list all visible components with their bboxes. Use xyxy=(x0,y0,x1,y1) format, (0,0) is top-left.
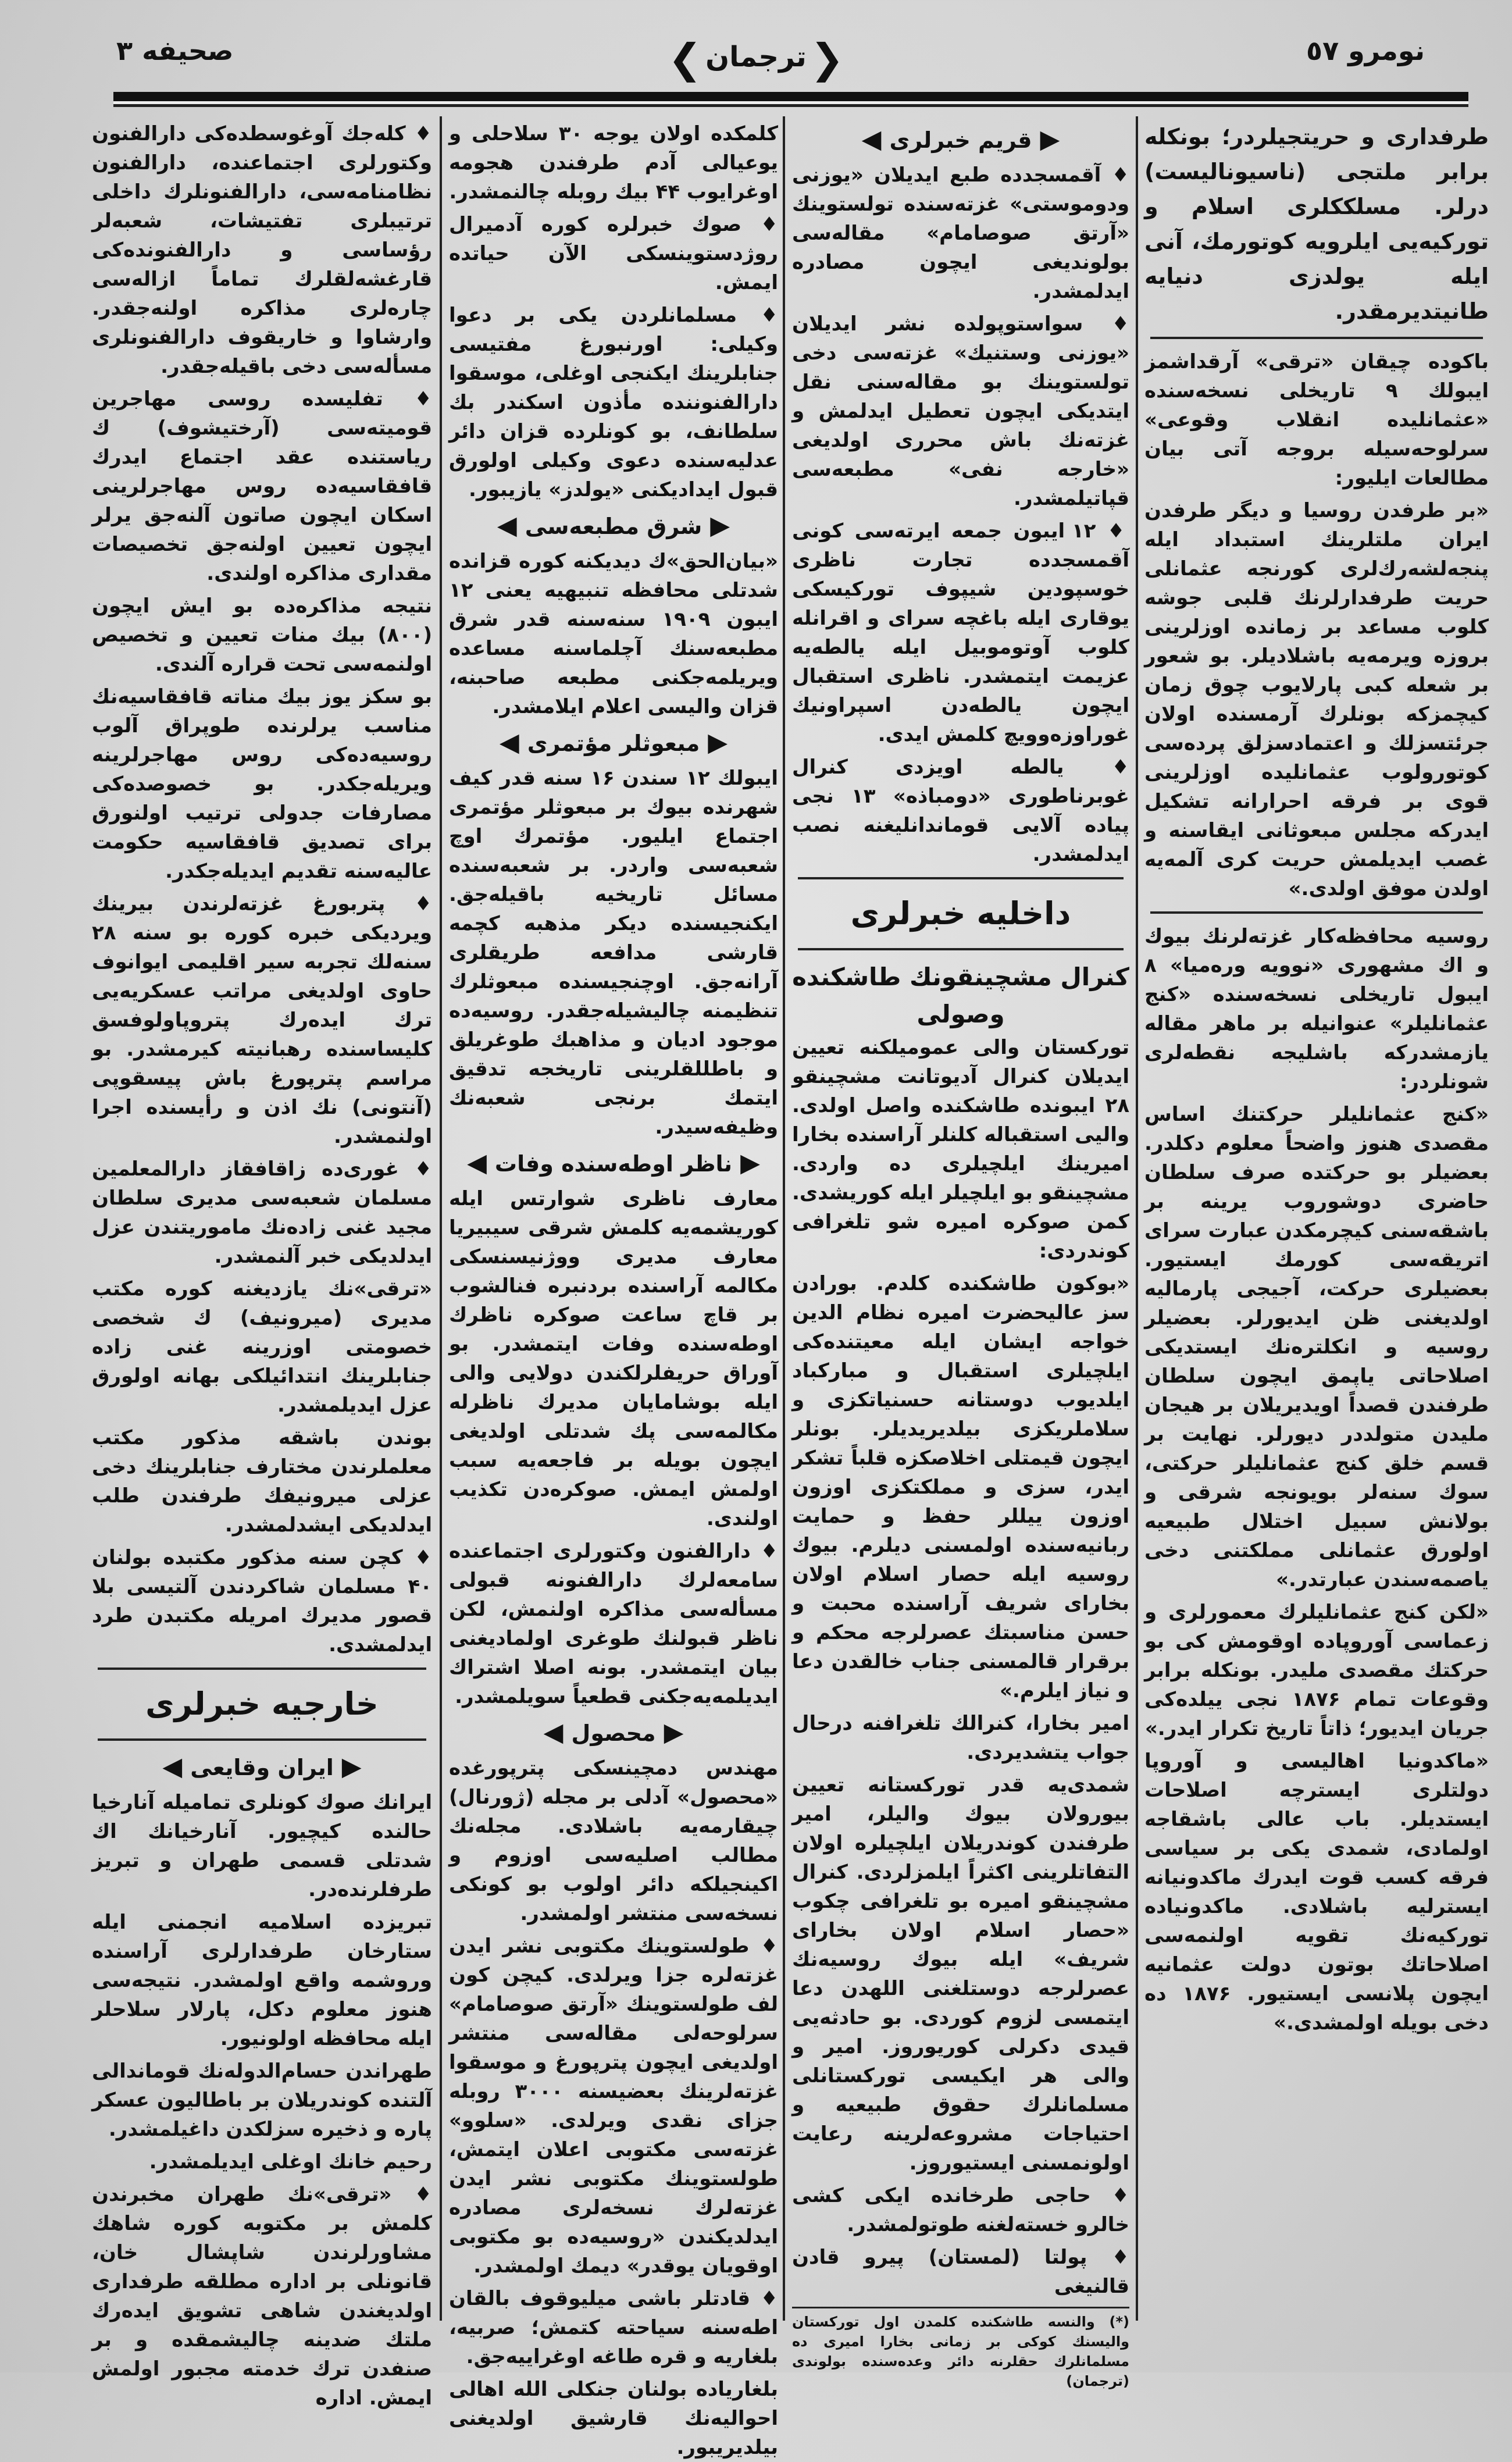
ornament-icon: ◀ xyxy=(861,124,882,154)
column-4 xyxy=(92,119,432,2410)
section-subheading xyxy=(449,508,778,544)
ornament-icon: ▶ xyxy=(664,1718,684,1747)
article-paragraph: ♦ یالطه اویزدی کنرال غوبرناطوری «دومباذه» ۱۳ نجی پیاده آلایی قوماندانلیغنه نصب ایدلمشدر. xyxy=(792,756,1129,866)
column-3 xyxy=(449,119,779,2459)
ornament-icon: ◀ xyxy=(162,1752,183,1782)
article-paragraph: «کنج عثمانلیلر حرکتنك اساس مقصدی هنوز واضحاً معلوم دکلدر. بعضیلر بو حرکتده صرف سلطان حاضری دوشوروب یرینه بر باشقه‌سنی کیچرمکدن عبارت سرای اتریقه‌سی کورمك ایستیور. بعضیلری حرکت، آجیجی پارمالیه اولدیغنی ظن ایدیورلر. بعضیلر روسیه و انکلتره‌نك ایستدیکی اصلاحاتی یاپمق ایچون سلطان طرفندن قصداً اویدیریلان بر هیجان ملیدن متولددر دیورلر. نهایت بر قسم خلق کنج عثمانلیلر حرکتی، سوك سنه‌لر بویونجه شرقی و بولانش سبیل اختلال طبیعیه اولورق عثمانلی مملکتنی دخی یاصمه‌سندن عبارتدر.» xyxy=(1144,1103,1489,1591)
subheading-text: محصول xyxy=(571,1720,656,1746)
ornament-icon: ◀ xyxy=(497,511,517,540)
section-subheading xyxy=(449,725,778,761)
ornament-icon: ◀ xyxy=(499,728,519,757)
ornament-icon: ▶ xyxy=(708,728,728,757)
article-paragraph: ایبولك ۱۲ سندن ۱۶ سنه قدر کیف شهرنده بیوك بر مبعوثلر مؤتمری اجتماع ایلیور. مؤتمرك اوچ شعبه‌سی واردر. بر شعبه‌سنده مسائل تاریخیه باقیله‌جق. ایکنجیسنده دیکر مذهبه کچمه قارشی مدافعه طریقلری آرانه‌جق. اوچنجیسنده مبعوثلرك تنظیمنه چالیشیله‌جقدر. روسیه‌ده موجود ادیان و مذاهبك طوغریلق و باطللقلرینی تاریخجه تدقیق ایتمك برنجی شعبه‌نك وظیفه‌سیدر. xyxy=(449,767,778,1139)
article-paragraph: ♦ آقمسجدده طبع ایدیلان «یوزنی ودوموستی» غزته‌سنده تولستوینك «آرتق صوصامام» مقاله‌سی بولوندیغی ایچون مصادره ایدلمشدر. xyxy=(792,163,1129,303)
article-paragraph: کلمکده اولان یوجه ۳۰ سلاحلی و یوعیالی آدم طرفندن هجومه اوغرایوب ۴۴ بیك روبله چالنمشدر. xyxy=(449,122,778,204)
article-paragraph: معارف ناظری شوارتس ایله کوریشمه‌یه کلمش شرقی سیبیریا معارف مدیری ووژنیسنسکی مکالمه آراسنده بردنبره فنالشوب بر قاچ ساعت صوکره ناظرك اوطه‌سنده وفات ایتمشدر. بو آوراق حریفلرلکندن دولایی والی ایله بوشامایان مدیرك ناظرله مکالمه‌سی پك شدتلی اولدیغی ایچون بویله بر فاجعه‌یه سبب اولمش ایمش. صوکره‌دن تکذیب اولندی. xyxy=(449,1187,778,1530)
article-paragraph: شمدی‌یه قدر تورکستانه تعیین بیورولان بیوك والیلر، امیر طرفندن کوندریلان ایلچیلره اولان التفاتلرینی اکثراً ایلمزلردی. کنرال مشچینقو امیره بو تلغرافی چکوب «حصار اسلام اولان بخارای شریف» ایله بیوك روسیه‌نك عصرلرجه دوستلغنی اللهدن دعا ایتمسی لزوم کوردی. بو حادثه‌یی قیدی دکرلی کوریوروز. امیر و والی هر ایکیسی تورکستانلی مسلمانلرك حقوق طبیعیه و احتیاجات مشروعه‌لرینه رعایت اولونمسنی ایستیوروز. xyxy=(792,1773,1129,2175)
article-paragraph: ♦ صوك خبرلره کوره آدمیرال روژدستوینسکی الآن حیاتده ایمش. xyxy=(449,213,778,294)
ornament-icon: ❮ xyxy=(668,35,702,83)
ornament-icon: ❯ xyxy=(810,35,844,83)
article-paragraph: نتیجه مذاکره‌ده بو ایش ایچون (۸۰۰) بیك منات تعیین و تخصیص اولنمه‌سی تحت قراره آلندی. xyxy=(92,594,432,676)
column-divider xyxy=(1136,116,1138,2321)
article-paragraph: «بوکون طاشکنده کلدم. بورادن سز عالیحضرت امیره نظام الدین خواجه ایشان ایله معیتنده‌کی ایلچیلری استقبال و مبارکباد ایلدیوب دوستانه حسنیاتکزی و سلاملریکزی بیلدیریدیلر. بونلر ایچون قیمتلی اخلاصکزه قلباً تشکر ایدر، سزی و مملکتکزی اوزون اوزون ییللر حفظ و حمایت ربانیه‌سنده اولمسنی دیلرم. بیوك روسیه ایله حصار اسلام اولان بخارای شریف آراسنده محبت و حسن مناسبتك عصرلرجه محکم و برقرار قالمسنی جناب خالقدن دعا و نیاز ایلرم.» xyxy=(792,1272,1129,1702)
article-paragraph: «لکن کنج عثمانلیلرك معمورلری و زعماسی آوروپاده اوقومش کی بو حرکتك مقصدی ملیدر. بونکله برابر وقوعات تمام ۱۸۷۶ نجی ییلده‌کی جریان ایدیور؛ ذاتاً تاریخ تکرار ایدر.» xyxy=(1144,1601,1489,1740)
article-paragraph: ♦ پتربورغ غزته‌لرندن بیرینك ویردیکی خبره کوره بو سنه ۲۸ سنه‌لك تجربه سیر اقلیمی ایوانوف حاوی اولدیغی مراتب عسکریه‌یی ترك ایده‌رك پتروپاولوفسق کلیساسنده رهبانیته کیرمشدر. بو مراسم پترپورغ باش پیسقوپی (آنتونی) نك اذن و رأیسنده اجرا اولنمشدر. xyxy=(92,892,432,1148)
section-heading: خارجیه خبرلری xyxy=(145,1686,379,1722)
article-paragraph: ♦ پولتا (لمستان) پیرو قادن قالنیغی xyxy=(792,2246,1129,2298)
section-subheading xyxy=(92,1749,432,1786)
section-subheading xyxy=(792,122,1129,158)
article-paragraph: «بر طرفدن روسیا و دیگر طرفدن ایران ملتلرینك استبداد ایله پنجه‌لشه‌رك‌لری کورنجه عثمانلی حریت طرفدارلرنك قلبی جوشه کلوب مساعد بر زمانده اوزلرینی بروزه ویرمه‌یه باشلادیلر. بو شعور بر شعله کبی پارلایوب چوق زمان کیچمزکه بونلرك آرمسنده اولان جرئتسزلك و اعتمادسزلق پرده‌سی کوتورولوب عثمانلیده اوزلرینی قوی بر فرقه احرارانه تشکیل ایدرکه مجلس مبعوثانی ایقاسنه و غصب ایدیلمش حریت کری آلمه‌یه اولدن موفق اولدی.» xyxy=(1144,499,1489,900)
subheading-text: ناظر اوطه‌سنده وفات xyxy=(494,1151,733,1177)
column-divider xyxy=(783,116,785,2321)
ornament-icon: ▶ xyxy=(341,1752,362,1782)
section-rule xyxy=(798,877,1124,879)
ornament-icon: ▶ xyxy=(1040,124,1060,154)
article-paragraph: رحیم خانك اوغلی ایدیلمشدر. xyxy=(149,2150,432,2174)
article-paragraph: ♦ قادتلر باشی میلیوقوف بالقان اطه‌سنه سیاحته کتمش؛ صربیه، بلغاریه و قره طاغه اوغراییه‌جق. xyxy=(449,2287,778,2368)
article-paragraph: ♦ کچن سنه مذکور مکتبده بولنان ۴۰ مسلمان شاکردندن آلتیسی بلا قصور مدیرك امریله مکتبدن طرد ایدلمشدی. xyxy=(92,1546,432,1656)
section-rule xyxy=(798,948,1124,950)
article-paragraph: روسیه محافظه‌کار غزته‌لرنك بیوك و اك مشهوری «نوویه وره‌میا» ۸ ایبول تاریخلی نسخه‌سنده «کنج عثمانلیلر» عنوانیله بر ماهر مقاله یازمشدرکه باشلیجه نقطه‌لری شونلردر: xyxy=(1144,925,1489,1093)
article-paragraph: بوندن باشقه مذکور مکتب معلملرندن مختارف جنابلرینك دخی عزلی میرونیفك طرفندن طلب ایدلدیکی ایشدلمشدر. xyxy=(92,1426,432,1537)
article-paragraph: طرفداری و حریتجیلردر؛ بونکله برابر ملتجی (ناسیونالیست) درلر. مسلککلری اسلام و تورکیه‌یی ایلرویه کوتورمك، آنی ایله یولدزی دنیایه طانیتدیرمقدر. xyxy=(1144,124,1489,324)
section-subheading xyxy=(449,1145,778,1182)
article-paragraph: امیر بخارا، کنرالك تلغرافنه درحال جواب یتشدیردی. xyxy=(792,1712,1129,1764)
article-paragraph: ♦ دارالفنون وکتورلری اجتماعنده سامعه‌لرك دارالفنونه قبولی مسأله‌سی مذاکره اولنمش، لکن ناظر قبولنك طوغری اولمادیغنی بیان ایتمشدر. بونه اصلا اشتراك ایدیلمه‌یه‌جکنی قطعیاً سویلمشدر. xyxy=(449,1540,778,1708)
article-paragraph: ♦ «ترقی»نك طهران مخبرندن کلمش بر مکتوبه کوره شاهك مشاورلرندن شاپشال خان، قانونلی بر اداره مطلقه طرفداری اولدیغندن شاهی تشویق ایده‌رك ملتك ضدینه چالیشمقده و بر صنفدن ترك خدمته مجبور اولمش ایمش. اداره xyxy=(92,2183,432,2410)
section-rule xyxy=(98,1738,426,1741)
article-paragraph: ♦ طولستوینك مکتوبی نشر ایدن غزته‌لره جزا ویرلدی. کیچن کون لف طولستوینك «آرتق صوصامام» سرلوحه‌لی مقاله‌سی منتشر اولدیغی ایچون پترپورغ و موسقوا غزته‌لرینك بعضیسنه ۳۰۰۰ روبله جزای نقدی ویرلدی. «سلوو» غزته‌سی مکتوبی اعلان ایتمش، طولستوینك مکتوبی نشر ایدن غزته‌لرك نسخه‌لری مصادره ایدلدیکندن «روسیه‌ده بو مکتوبی اوقویان یوقدر» دیمك اولمشدر. xyxy=(449,1934,779,2278)
section-rule xyxy=(98,1668,426,1670)
article-title: کنرال مشچینقونك طاشکنده وصولی xyxy=(792,963,1129,1028)
footnote: (*) والنسه طاشکنده کلمدن اول تورکستان والیسنك کوکی بر زمانی بخارا امیری ده مسلمانلرك حقلرنه دائر وعده‌سنده بولوندی (ترجمان) xyxy=(792,2307,1129,2391)
article-paragraph: تبریزده اسلامیه انجمنی ایله ستارخان طرفدارلری آراسنده وروشمه واقع اولمشدر. نتیجه‌سی هنوز معلوم دکل، پارلار سلاحلر ایله محافظه اولونیور. xyxy=(92,1911,432,2050)
article-paragraph: ♦ حاجی طرخانده ایکی کشی خالرو خسته‌لغنه طوتولمشدر. xyxy=(792,2184,1129,2236)
article-paragraph: باکوده چیقان «ترقی» آرقداشمز ایبولك ۹ تاریخلی نسخه‌سنده «عثمانلیده انقلاب وقوعی» سرلوحه‌سیله بروجه آتی بیان مطالعات ایلیور: xyxy=(1144,350,1489,490)
ornament-icon: ▶ xyxy=(710,511,730,540)
article-paragraph: ♦ تفلیسده روسی مهاجرین قومیته‌سی (آرختیشوف) ك ریاستنده عقد اجتماع ایدرك قافقاسیه‌ده روس مهاجرلرینی اسکان ایچون صاتون آلنه‌جق یرلر ایچون تعیین اولنه‌جق تخصیصات مقداری مذاکره اولندی. xyxy=(92,387,432,585)
article-paragraph: ♦ کله‌جك آوغوسطده‌کی دارالفنون وکتورلری اجتماعنده، دارالفنون نظامنامه‌سی، دارالفنونلرك داخلی ترتیبلری تفتیشات، شعبه‌لر رؤساسی و دارالفنونده‌کی قارغشه‌لقلرك تماماً ازاله‌سی چاره‌لری مذاکره اولنه‌جقدر. وارشاوا و خاریقوف دارالفنونلری مسأله‌سی دخی باقیله‌جقدر. xyxy=(92,122,432,378)
section-rule xyxy=(1150,911,1483,914)
article-paragraph: «ترقی»نك یازدیغنه کوره مکتب مدیری (میرونیف) ك شخصی خصومتی اوزرینه غنی زاده جنابلرینك انتدائیلکی بهانه اولورق عزل ایدیلمشدر. xyxy=(92,1277,432,1417)
subheading-text: مبعوثلر مؤتمری xyxy=(527,731,700,756)
section-subheading xyxy=(449,1715,778,1751)
masthead-rule xyxy=(113,92,1468,104)
column-2 xyxy=(792,119,1129,2389)
article-paragraph: بو سکز یوز بیك مناته قافقاسیه‌نك مناسب یرلرنده طوپراق آلوب روسیه‌ده‌کی روس مهاجرلرینه ویریله‌جکدر. بو خصوصده‌کی مصارفات جدولی ترتیب اولنورق برای تصدیق قافقاسیه حکومت عالیه‌سنه تقدیم ایدیله‌جکدر. xyxy=(92,685,432,883)
article-paragraph: «ماکدونیا اهالیسی و آوروپا دولتلری ایسترچه اصلاحات ایستدیلر. باب عالی باشقاجه اولمادی، شمدی یکی بر سیاسی فرقه کسب قوت ایدرك ماکدونیانه ایسترلیه باشلادی. ماکدونیاده تورکیه‌نك تقویه اولنمه‌سی اصلاحاتك بوتون دولت عثمانیه ایچون پلانسی ایستیور. ۱۸۷۶ ده دخی بویله اولمشدی.» xyxy=(1144,1750,1489,2035)
issue-number: نومرو ٥٧ xyxy=(1306,35,1425,66)
subheading-text: شرق مطبعه‌سی xyxy=(525,514,702,539)
column-1 xyxy=(1144,119,1489,2321)
article-paragraph: تورکستان والی عمومیلکنه تعیین ایدیلان کنرال آدیوتانت مشچینقو ۲۸ ایبونده طاشکنده واصل اولدی. والیی استقباله کلنلر آراسنده بخارا امیرینك ایلچیلری ده واردی. مشچینقو بو ایلچیلر ایله کوریشدی. کمن صوکره امیره شو تلغرافی کوندردی: xyxy=(792,1036,1129,1263)
article-paragraph: «بیان‌الحق»ك دیدیکنه کوره قزانده شدتلی محافظه تنبیهیه یعنی ۱۲ ایبون ۱۹۰۹ سنه‌سنه قدر شرق مطبعه‌سنك آچلماسنه مساعده ویریلمه‌جکنی مطبعه صاحبنه، قزان والیسی اعلام ایلامشدر. xyxy=(449,550,778,718)
subheading-text: ایران وقایعی xyxy=(190,1755,334,1780)
article-paragraph: مهندس دمچینسکی پترپورغده «محصول» آدلی بر مجله (ژورنال) چیقارمه‌یه باشلادی. مجله‌نك مطالب اصلیه‌سی اوزوم و اکینجیلکه دائر اولوب بو کونکی نسخه‌سی منتشر اولمشدر. xyxy=(449,1756,778,1925)
ornament-icon: ◀ xyxy=(543,1718,564,1747)
article-paragraph: ♦ ۱۲ ایبون جمعه ایرته‌سی کونی آقمسجدده تجارت ناظری خوسپودین شیپوف تورکیسکی یوقاری ایله باغچه سرای و اقرانله کلوب آوتوموبیل ایله یالطه‌یه عزیمت ایتمشدر. ناظری استقبال ایچون یالطه‌دن اسپراونیك غوراوزه‌وویچ کلمش ایدی. xyxy=(792,519,1129,746)
article-paragraph: بلغاریاده بولنان جنکلی الله اهالی احوالیه‌نك قارشیق اولدیغنی بیلدیریبور. xyxy=(449,2378,778,2459)
ornament-icon: ▶ xyxy=(740,1148,760,1178)
page-number: صحیفه ٣ xyxy=(116,35,234,66)
article-paragraph: طهراندن حسام‌الدوله‌نك قوماندالی آلتنده کوندریلان بر باطالیون عسکر پاره و ذخیره سزلکدن داغیلمشدر. xyxy=(92,2060,432,2141)
section-rule xyxy=(1150,337,1483,339)
subheading-text: قریم خبرلری xyxy=(889,127,1032,153)
article-paragraph: ♦ مسلمانلردن یکی بر دعوا وکیلی: اورنبورغ مفتیسی جنابلرینك ایکنجی اوغلی، موسقوا دارالفنوننده مأذون اسکندر بك سلطانف، بو کونلرده قزان دائر عدلیه‌سنده دعوی وکیلی اولورق قبول ایدادیکنی «یولدز» یازیبور. xyxy=(449,304,778,501)
article-paragraph: ♦ غوری‌ده زاقافقاز دارالمعلمین مسلمان شعبه‌سی مدیری سلطان مجید غنی زاده‌نك ماموریتندن عزل ایدلدیکی خبر آلنمشدر. xyxy=(92,1157,432,1268)
column-divider xyxy=(440,116,442,2321)
article-paragraph: ♦ سواستوپولده نشر ایدیلان «یوزنی وستنیك» غزته‌سی دخی تولستوینك بو مقاله‌سنی نقل ایتدیکی ایچون تعطیل ایدلمش و غزته‌نك باش محرری اولدیغی «خارجه نفی» مطبعه‌سی قپاتیلمشدر. xyxy=(792,312,1129,510)
newspaper-name: ترجمان xyxy=(705,41,807,73)
section-heading: داخلیه خبرلری xyxy=(850,895,1071,932)
ornament-icon: ◀ xyxy=(467,1148,487,1178)
article-paragraph: ایرانك صوك کونلری تمامیله آنارخیا حالنده کیچیور. آنارخیانك اك شدتلی قسمی طهران و تبریز طرفلرنده‌در. xyxy=(92,1791,432,1901)
